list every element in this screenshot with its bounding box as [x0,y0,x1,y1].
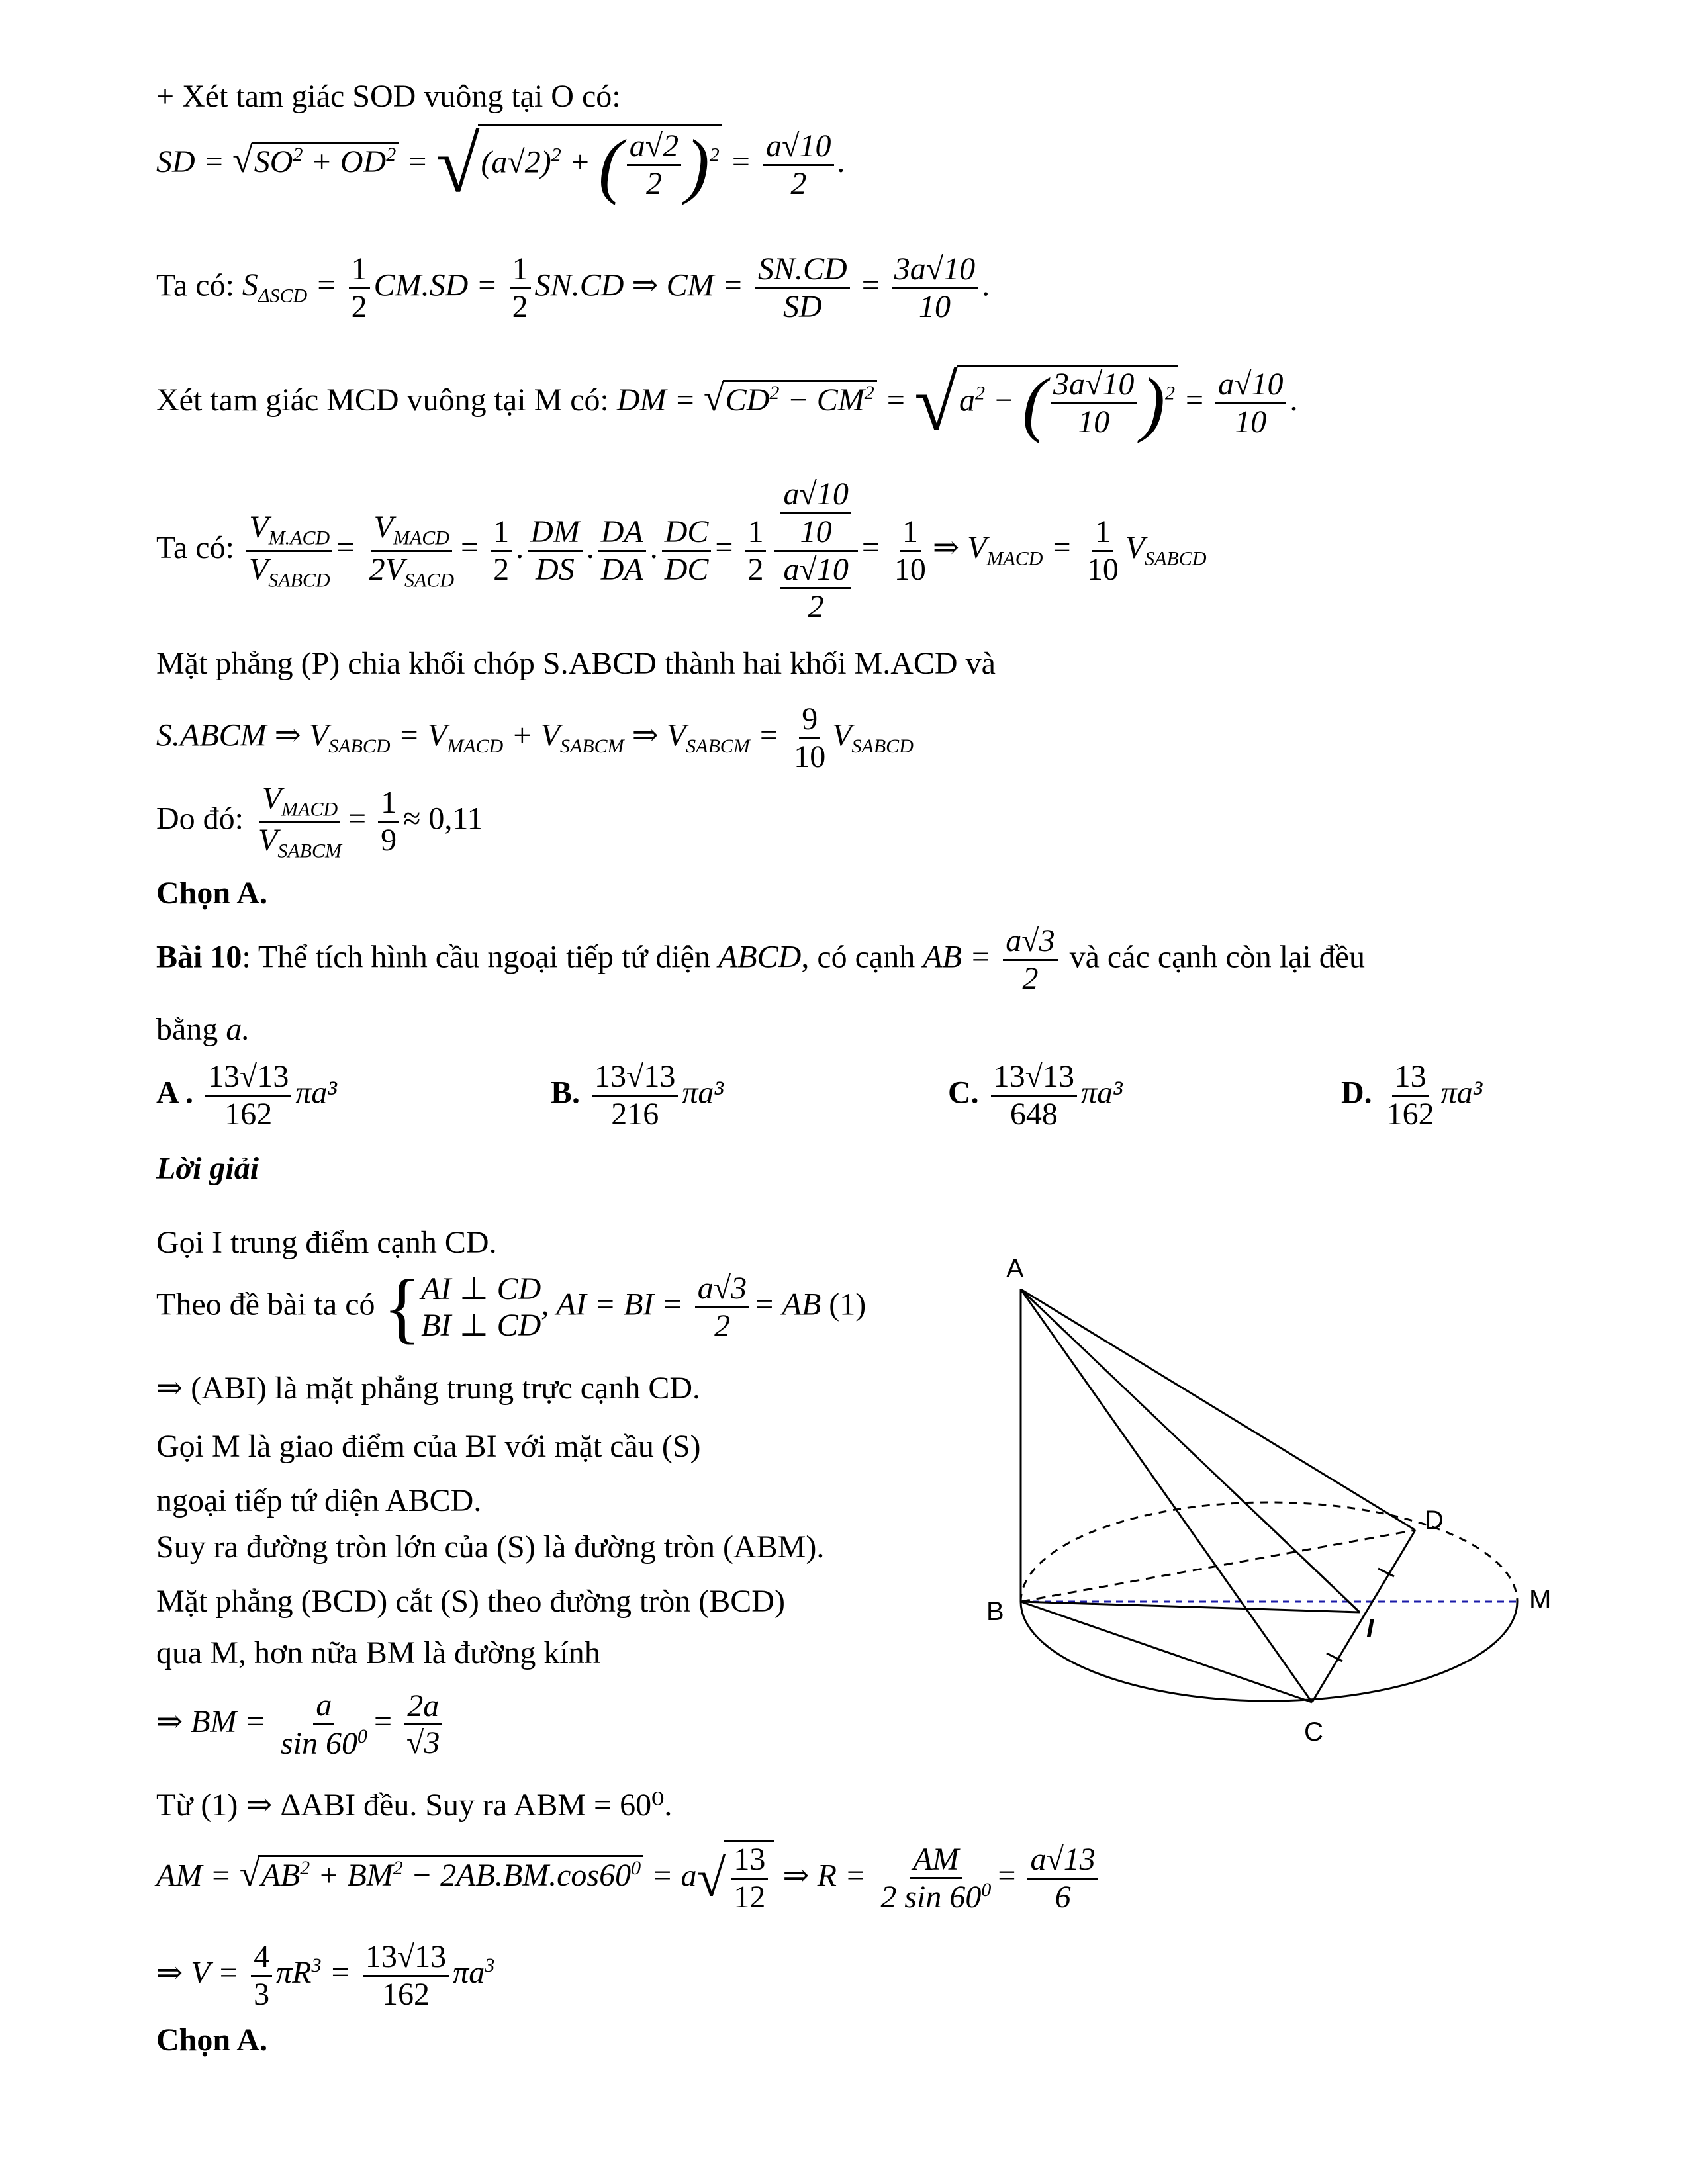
formula-volume-ratio: Ta có: $V_{M.ACD}$ $V_{SABCD}$ = $V_{MACD}$ $2V_{SACD}$ = $\frac{1}{2}$ . $\frac{DM}{DS}$ . $\frac{DA}{DA}$ . $\frac{DC}{DC}$ = $\frac{1}{2}$ $\frac{\frac{a√10}{10}}{\frac{a√10}{2}}$ = $\frac{1}{10}$ ⇒ $V_{MACD}$ = $\frac{1}{10}$ $V_{SABCD}$ [156,477,1207,625]
label-d: D [1425,1506,1444,1535]
segment-bi [1021,1602,1360,1612]
ellipse-front-arc [1021,1602,1517,1701]
label-a: A [1006,1254,1024,1283]
segment-ai [1021,1289,1360,1612]
formula-sd: SD = $√SO^2 + OD^2 = √(a√2)^2$ + ( $\frac{a√2}{2}$ )$^2$ = $\frac{a√10}{2}$ . [156,120,846,208]
option-b[interactable]: B. $\frac{13√13}{216}$ πa³ [551,1059,724,1132]
line-plane-p: Mặt phẳng (P) chia khối chóp S.ABCD thành hai khối M.ACD và [156,646,996,681]
sol-line-5: ngoại tiếp tứ diện ABCD. [156,1483,482,1518]
option-c[interactable]: C. $\frac{13√13}{648}$ πa³ [948,1059,1123,1132]
sol-line-6: Suy ra đường tròn lớn của (S) là đường tròn (ABM). [156,1529,825,1565]
option-d[interactable]: D. $\frac{13}{162}$ πa³ [1341,1059,1483,1132]
problem-10-cont: bằng a. [156,1012,250,1047]
sol-line-2: Theo đề bài ta có { AI ⊥ CD BI ⊥ CD , AI = BI = $\frac{a√3}{2}$ = AB (1) [156,1263,867,1351]
sol-line-1: Gọi I trung điểm cạnh CD. [156,1225,497,1260]
segment-ac [1021,1289,1312,1702]
sol-line-9: ⇒ BM = $\frac{a}{\sin 60^0}$ = $\frac{2a}{√3}$ [156,1688,446,1762]
label-i: I [1366,1614,1374,1643]
segment-cd [1312,1530,1415,1702]
label-c: C [1304,1717,1323,1747]
formula-do-do: Do đó: $V_{MACD}$ $V_{SABCM}$ = $\frac{1}{9}$ ≈ 0,11 [156,781,483,862]
formula-cm: Ta có: $S_{\Delta SCD}$ = $\frac{1}{2}$ CM.SD = $\frac{1}{2}$ SN.CD ⇒ CM = $\frac{SN.CD}{SD}$ = $\frac{3a√10}{10}$ . [156,251,990,324]
sol-line-4: Gọi M là giao điểm của BI với mặt cầu (S) [156,1429,701,1464]
problem-10: Bài 10: Thể tích hình cầu ngoại tiếp tứ diện ABCD, có cạnh AB = $\frac{a√3}{2}$ và các cạnh còn lại đều [156,923,1366,996]
tetrahedron-sphere-figure [980,1238,1562,1754]
label-b: B [986,1597,1004,1626]
formula-dm: Xét tam giác MCD vuông tại M có: DM = $√CD^2 - CM^2 = √a^2$ − ( $\frac{3a√10}{10}$ )$^2$ = $\frac{a√10}{10}$ . [156,359,1298,447]
sol-line-11: AM = $√AB^2 + BM^2 - 2AB.BM.\cos 60^0 = a√$ $\frac{13}{12}$ ⇒ R = $\frac{AM}{2 \sin 60^0}$ = $\frac{a√13}{6}$ [156,1840,1102,1915]
segment-ad [1021,1289,1415,1530]
sol-line-12: ⇒ V = $\frac{4}{3}$ $\pi R^3$ = $\frac{13√13}{162}$ $\pi a^3$ [156,1939,495,2012]
sol-line-8: qua M, hơn nữa BM là đường kính [156,1635,600,1670]
line-sod-intro: + Xét tam giác SOD vuông tại O có: [156,79,621,114]
sol-line-3: ⇒ (ABI) là mặt phẳng trung trực cạnh CD. [156,1371,701,1406]
choose-answer-2: Chọn A. [156,2023,268,2058]
segment-bd [1021,1530,1415,1602]
label-m: M [1529,1585,1552,1614]
sol-line-7: Mặt phẳng (BCD) cắt (S) theo đường tròn (BCD) [156,1584,785,1619]
choose-answer-1: Chọn A. [156,876,268,911]
solution-heading: Lời giải [156,1151,259,1186]
option-a[interactable]: A . $\frac{13√13}{162}$ πa³ [156,1059,337,1132]
segment-bc [1021,1602,1312,1702]
sol-line-10: Từ (1) ⇒ ΔABI đều. Suy ra ABM = 60⁰. [156,1788,673,1823]
formula-vsabcm: S.ABCM ⇒ $V_{SABCD} = V_{MACD} + V_{SABCM}$ ⇒ $V_{SABCM}$ = $\frac{9}{10}$ $V_{SABCD}$ [156,702,914,774]
